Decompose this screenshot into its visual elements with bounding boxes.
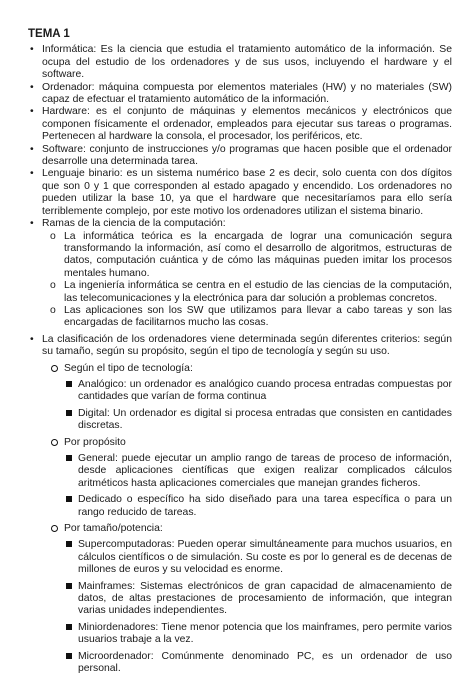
square-bullet-icon (66, 653, 72, 659)
definitions-list (28, 44, 452, 230)
ramas-list (28, 231, 452, 330)
list-item: General: puede ejecutar un amplio rango de tareas de proceso de información, desde aplicaciones científicas que exigen realizar complicados cálculos aritméticos hasta aplicaciones comerciales que manejan grandes ficheros. (28, 453, 452, 490)
square-bullet-icon (66, 624, 72, 630)
tecnologia-section (28, 363, 452, 433)
square-bullet-icon (66, 381, 72, 387)
square-bullet-icon (66, 541, 72, 547)
list-item: Mainframes: Sistemas electrónicos de gran capacidad de almacenamiento de datos, de altas prestaciones de procesamiento de información, que integran varias unidades independientes. (28, 581, 452, 618)
section-heading: Por tamaño/potencia: (28, 523, 452, 535)
list-item: Supercomputadoras: Pueden operar simultáneamente para muchos usuarios, en cálculos científicos o de simulación. Su coste es por lo general es de decenas de millones de euros y su velocidad es enorme. (28, 539, 452, 576)
circle-bullet-icon (51, 525, 58, 532)
circle-bullet-icon (51, 439, 58, 446)
list-item: • Hardware: es el conjunto de máquinas y elementos mecánicos y electrónicos que componen físicamente el ordenador, empleados para ejecutar sus tareas o programas. Pertenecen al hardware la consola, el procesador, los periféricos, etc. (30, 106, 452, 143)
list-item: Digital: Un ordenador es digital si procesa entradas que consisten en cantidades discretas. (28, 408, 452, 433)
list-item: Analógico: un ordenador es analógico cuando procesa entradas compuestas por cantidades que varían de forma continua (28, 379, 452, 404)
list-item: • Software: conjunto de instrucciones y/o programas que hacen posible que el ordenador desarrolle una determinada tarea. (30, 143, 452, 168)
list-item: • Lenguaje binario: es un sistema numérico base 2 es decir, solo cuenta con dos dígitos que son 0 y 1 que corresponden al estado apagado y encendido. Los ordenadores no pueden utilizar la base 10, ya que el hardware que necesitaríamos para ello sería terriblemente complejo, por este motivo los ordenadores utilizan el sistema binario. (30, 168, 452, 217)
square-bullet-icon (66, 583, 72, 589)
square-bullet-icon (66, 496, 72, 502)
tamano-section (28, 523, 452, 675)
list-item: o La ingeniería informática se centra en el estudio de las ciencias de la computación, las telecomunicaciones y la electrónica para dar solución a problemas concretos. (50, 280, 452, 304)
proposito-section (28, 437, 452, 519)
list-item: o La informática teórica es la encargada de lograr una comunicación segura transformando la información, así como el desarrollo de algoritmos, estructuras de datos, computación cuántica y de cómo las máquinas pueden imitar los procesos mentales humano. (50, 230, 452, 279)
circle-bullet-icon (51, 365, 58, 372)
list-item: Dedicado o específico ha sido diseñado para una tarea específica o para un rango reducido de tareas. (28, 494, 452, 519)
list-item: • Informática: Es la ciencia que estudia el tratamiento automático de la información. Se ocupa del estudio de los ordenadores y de sus usos, incluyendo el hardware y el software. (30, 44, 452, 81)
list-item: • Ordenador: máquina compuesta por elementos materiales (HW) y no materiales (SW) capaz de efectuar el tratamiento automático de la información. (30, 81, 452, 106)
section-heading: Según el tipo de tecnología: (28, 363, 452, 375)
list-item: o Las aplicaciones son los SW que utilizamos para llevar a cabo tareas y son las encargadas de facilitarnos mucho las cosas. (50, 304, 452, 329)
clasificacion-list (28, 334, 452, 359)
page-title: TEMA 1 (28, 28, 70, 40)
list-item: • La clasificación de los ordenadores viene determinada según diferentes criterios: según su tamaño, según su propósito, según el tipo de tecnología y según su uso. (30, 333, 452, 358)
square-bullet-icon (66, 410, 72, 416)
square-bullet-icon (66, 455, 72, 461)
section-heading: Por propósito (28, 437, 452, 449)
list-item: • Ramas de la ciencia de la computación: (30, 218, 226, 230)
list-item: Microordenador: Comúnmente denominado PC, es un ordenador de uso personal. (28, 651, 452, 676)
list-item: Miniordenadores: Tiene menor potencia que los mainframes, pero permite varios usuarios trabaje a la vez. (28, 622, 452, 647)
